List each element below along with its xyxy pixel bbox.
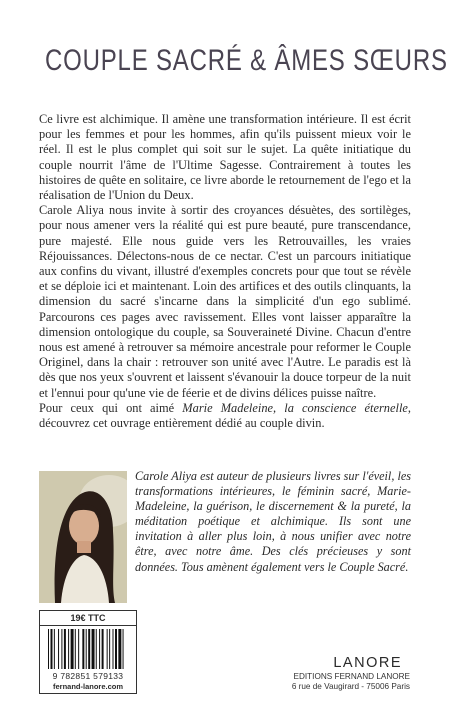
publisher-name: EDITIONS FERNAND LANORE — [293, 672, 410, 681]
author-photo — [39, 471, 127, 603]
book-title: COUPLE SACRÉ & ÂMES SŒURS — [45, 44, 448, 77]
blurb-paragraph-3 — [39, 401, 411, 431]
back-cover-blurb — [39, 112, 411, 431]
publisher-address: 6 rue de Vaugirard - 75006 Paris — [291, 682, 410, 691]
isbn-number: 9 782851 579133 — [52, 671, 124, 681]
book-reference: Marie Madeleine, la conscience éternelle — [182, 400, 408, 415]
blurb-p3-end: , découvrez cet ouvrage entièrement dédié au couple divin. — [39, 400, 411, 431]
blurb-paragraph-1: Ce livre est alchimique. Il amène une transformation intérieure. Il est écrit pour les femmes et pour les hommes, afin qu'ils puissent mieux voir le réel. Il est le plus complet qui soit sur le sujet. La quête initiatique du couple nourrit l'âme de l'Ultime Sagesse. Contrairement à toutes les histoires de quête en solitaire, ce livre aborde le retournement de l'ego et la réalisation de l'Union du Deux. — [39, 112, 411, 203]
price-label: 19€ TTC — [40, 611, 136, 626]
publisher-logo: LANORE — [333, 655, 402, 671]
publisher-website: fernand-lanore.com — [52, 682, 123, 691]
blurb-paragraph-2: Carole Aliya nous invite à sortir des croyances désuètes, des sortilèges, pour nous amener vers la réalité qui est pure beauté, pure transcendance, pure majesté. Elle nous guide vers les Retrouvailles, les vraies Réjouissances. Délectons-nous de ce nectar. C'est un parcours initiatique aux confins du vivant, illustré d'exemples concrets pour que tout se révèle et se déploie ici et maintenant. Loin des artifices et des outils clinquants, la dimension du sacré s'incarne dans la simplicité d'un ego sublimé. Parcourons ces pages avec ravissement. Elles vont laisser apparaître la dimension ontologique du couple, sa Souveraineté Divine. Chacun d'entre nous est amené à retrouver sa mémoire ancestrale pour reformer le Couple Originel, dans la chair : retrouver son unité avec l'Autre. Le paradis est là dès que nos yeux s'ouvrent et laissent s'évanouir la douce torpeur de la nuit et l'ennui pour qu'une vie de féerie et de divins délices puisse naître. — [39, 203, 411, 400]
isbn-barcode — [46, 629, 130, 669]
author-portrait-illustration — [39, 471, 127, 603]
blurb-p3-start: Pour ceux qui ont aimé — [39, 400, 183, 415]
author-biography: Carole Aliya est auteur de plusieurs livres sur l'éveil, les transformations intérieures, le féminin sacré, Marie-Madeleine, la guérison, le discernement & la pureté, la méditation poétique et alchimique. Ils sont une invitation à aller plus loin, à nous unifier avec notre être, avec notre âme. Des clés précieuses y sont données. Tous amènent également vers le Couple Sacré. — [135, 469, 411, 574]
publisher-block — [250, 655, 410, 692]
barcode-panel — [39, 610, 137, 694]
